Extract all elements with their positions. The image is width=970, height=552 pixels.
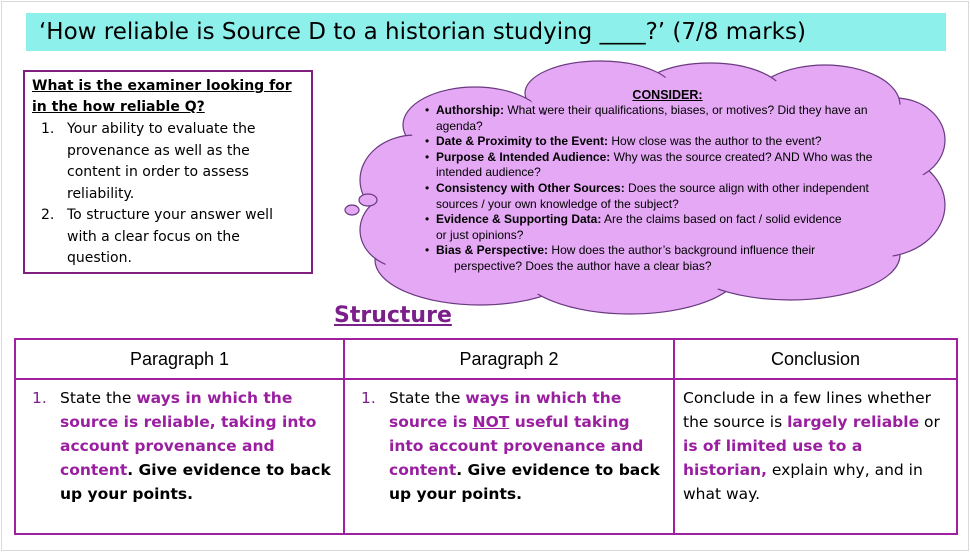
examiner-item-text: Your ability to evaluate the provenance as well as the content in order to assess reliability. [67,121,256,202]
highlight-text: useful taking into account provenance and content [389,413,644,479]
consider-label: Purpose & Intended Audience: [436,149,611,164]
consider-label: Bias & Perspective: [436,243,549,258]
consider-text [425,88,925,275]
list-number: 2. [41,207,55,223]
list-item [24,386,335,506]
examiner-item [32,119,303,205]
examiner-list [32,119,303,270]
list-item [353,386,665,506]
cell-text-bold: . Give evidence to back up your points. [389,461,660,503]
consider-list [425,103,925,275]
consider-text-line: How does the author’s background influence their [548,243,816,258]
consider-label: Consistency with Other Sources: [436,180,625,195]
paragraph-2-cell [344,379,674,534]
structure-heading: Structure [334,303,452,328]
consider-item [425,103,925,134]
consider-item [425,243,925,274]
structure-table [14,338,958,535]
highlight-text: ways in which the source is reliable, taking into account provenance and content [60,389,317,479]
consider-item [425,181,925,212]
examiner-item [32,205,303,270]
consider-title: CONSIDER: [632,88,703,102]
consider-item [425,134,925,150]
cell-text: or [919,413,940,431]
highlight-text: largely reliable [787,413,920,431]
title-bar [26,13,946,51]
column-header: Conclusion [674,339,957,379]
consider-text-line: Does the source align with other independent [624,180,869,195]
paragraph-1-cell [15,379,344,534]
list-number: 1. [361,389,376,407]
examiner-item-text: To structure your answer well with a clear focus on the question. [67,207,273,266]
consider-text-line: intended audience? [436,165,541,180]
conclusion-cell [674,379,957,534]
examiner-box [23,70,313,274]
cell-text: Conclude in a few lines whether the source is [683,389,931,431]
consider-text-line: agenda? [436,118,483,133]
consider-item [425,212,925,243]
examiner-heading: What is the examiner looking for in the how reliable Q? [32,78,292,115]
consider-text-line: How close was the author to the event? [608,134,822,149]
cell-text: State the [389,389,466,407]
highlight-text: ways in which the source is [389,389,622,431]
consider-item [425,150,925,181]
column-header: Paragraph 1 [15,339,344,379]
cell-text-bold: . Give evidence to back up your points. [60,461,331,503]
table-row [15,379,957,534]
cell-text: explain why, and in what way. [683,461,923,503]
column-header: Paragraph 2 [344,339,674,379]
highlight-text: is of limited use to a historian, [683,437,863,479]
consider-label: Date & Proximity to the Event: [436,134,609,149]
consider-text-line: Why was the source created? AND Who was the [610,149,873,164]
highlight-not: NOT [472,413,510,431]
page-title: ‘How reliable is Source D to a historian studying ____?’ (7/8 marks) [39,19,806,45]
consider-text-line: What were their qualifications, biases, or motives? Did they have an [504,103,868,117]
table-header-row [15,339,957,379]
consider-text-line: perspective? Does the author have a clear bias? [454,258,712,273]
consider-label: Authorship: [436,103,504,117]
cell-text: State the [60,389,137,407]
list-number: 1. [32,389,47,407]
consider-text-line: or just opinions? [436,227,524,242]
consider-text-line: sources / your own knowledge of the subject? [436,196,679,211]
consider-label: Evidence & Supporting Data: [436,212,602,227]
list-number: 1. [41,121,55,137]
consider-text-line: Are the claims based on fact / solid evidence [601,212,842,227]
